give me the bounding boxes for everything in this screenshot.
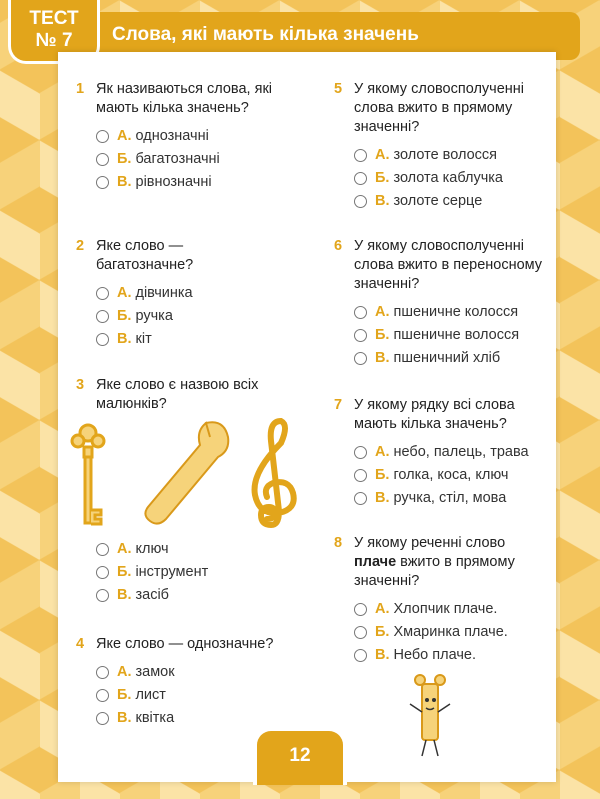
radio-button[interactable]: [96, 153, 109, 166]
radio-button[interactable]: [96, 689, 109, 702]
radio-button[interactable]: [354, 469, 367, 482]
option-b[interactable]: Б. інструмент: [96, 561, 296, 584]
question-number: 7: [334, 397, 343, 413]
test-number: № 7: [35, 30, 73, 51]
radio-button[interactable]: [354, 626, 367, 639]
option-c[interactable]: В. пшеничний хліб: [354, 347, 549, 370]
question-text: Яке слово — однозначне?: [96, 636, 274, 652]
option-b[interactable]: Б. ручка: [96, 305, 266, 328]
option-c[interactable]: В. кіт: [96, 328, 266, 351]
option-b[interactable]: Б. багатозначні: [96, 148, 296, 171]
question-3-options: [96, 538, 296, 607]
radio-button[interactable]: [354, 306, 367, 319]
radio-button[interactable]: [96, 712, 109, 725]
radio-button[interactable]: [354, 172, 367, 185]
option-a[interactable]: А. замок: [96, 661, 306, 684]
question-number: 3: [76, 377, 85, 393]
question-number: 4: [76, 636, 85, 652]
question-text: У якому рядку всі слова мають кілька значень?: [354, 397, 515, 432]
option-c[interactable]: В. рівнозначні: [96, 171, 296, 194]
question-text: Яке слово є назвою всіх малюнків?: [96, 377, 259, 412]
question-text: Яке слово — багатозначне?: [96, 238, 194, 273]
question-number: 1: [76, 81, 85, 97]
option-c[interactable]: В. Небо плаче.: [354, 644, 544, 667]
option-c[interactable]: В. квітка: [96, 707, 306, 730]
question-number: 8: [334, 535, 343, 551]
radio-button[interactable]: [354, 149, 367, 162]
option-a[interactable]: А. золоте волосся: [354, 144, 544, 167]
key-icon: [72, 425, 104, 524]
option-c[interactable]: В. ручка, стіл, мова: [354, 487, 544, 510]
question-text: У якому словосполученні слова вжито в прямому значенні?: [354, 81, 525, 135]
wrench-icon: [145, 422, 228, 523]
radio-button[interactable]: [354, 492, 367, 505]
radio-button[interactable]: [96, 176, 109, 189]
radio-button[interactable]: [96, 310, 109, 323]
option-a[interactable]: А. небо, палець, трава: [354, 441, 544, 464]
question-3-pictures: [66, 415, 306, 535]
question-2: [76, 237, 266, 351]
question-3: [76, 376, 296, 414]
radio-button[interactable]: [96, 543, 109, 556]
test-label: ТЕСТ: [29, 8, 79, 29]
page-number: 12: [253, 727, 347, 785]
keyword: плаче: [354, 554, 397, 570]
radio-button[interactable]: [354, 352, 367, 365]
question-number: 6: [334, 238, 343, 254]
question-8: [334, 534, 544, 667]
question-7: [334, 396, 544, 510]
radio-button[interactable]: [96, 589, 109, 602]
option-a[interactable]: А. однозначні: [96, 125, 296, 148]
radio-button[interactable]: [96, 333, 109, 346]
question-text: Як називаються слова, які мають кілька значень?: [96, 81, 273, 116]
option-b[interactable]: Б. голка, коса, ключ: [354, 464, 544, 487]
question-text: У якому словосполученні слова вжито в переносному значенні?: [354, 238, 543, 292]
question-1: [76, 80, 296, 194]
option-b[interactable]: Б. золота каблучка: [354, 167, 544, 190]
radio-button[interactable]: [354, 446, 367, 459]
option-b[interactable]: Б. Хмаринка плаче.: [354, 621, 544, 644]
option-b[interactable]: Б. лист: [96, 684, 306, 707]
question-5: [334, 80, 544, 213]
option-c[interactable]: В. золоте серце: [354, 190, 544, 213]
radio-button[interactable]: [96, 130, 109, 143]
radio-button[interactable]: [96, 287, 109, 300]
question-number: 5: [334, 81, 343, 97]
question-4: [76, 635, 306, 730]
option-a[interactable]: А. ключ: [96, 538, 296, 561]
question-6: [334, 237, 549, 370]
radio-button[interactable]: [96, 666, 109, 679]
question-number: 2: [76, 238, 85, 254]
letter-mascot-icon: [400, 672, 460, 762]
option-c[interactable]: В. засіб: [96, 584, 296, 607]
radio-button[interactable]: [354, 649, 367, 662]
radio-button[interactable]: [354, 603, 367, 616]
option-a[interactable]: А. пшеничне колосся: [354, 301, 549, 324]
radio-button[interactable]: [96, 566, 109, 579]
radio-button[interactable]: [354, 329, 367, 342]
option-a[interactable]: А. дівчинка: [96, 282, 266, 305]
option-b[interactable]: Б. пшеничне волосся: [354, 324, 549, 347]
option-a[interactable]: А. Хлопчик плаче.: [354, 598, 544, 621]
radio-button[interactable]: [354, 195, 367, 208]
treble-clef-icon: [255, 421, 294, 525]
question-text: У якому реченні слово плаче вжито в прямому значенні?: [354, 535, 515, 589]
page-title: Слова, які мають кілька значень: [112, 24, 419, 45]
